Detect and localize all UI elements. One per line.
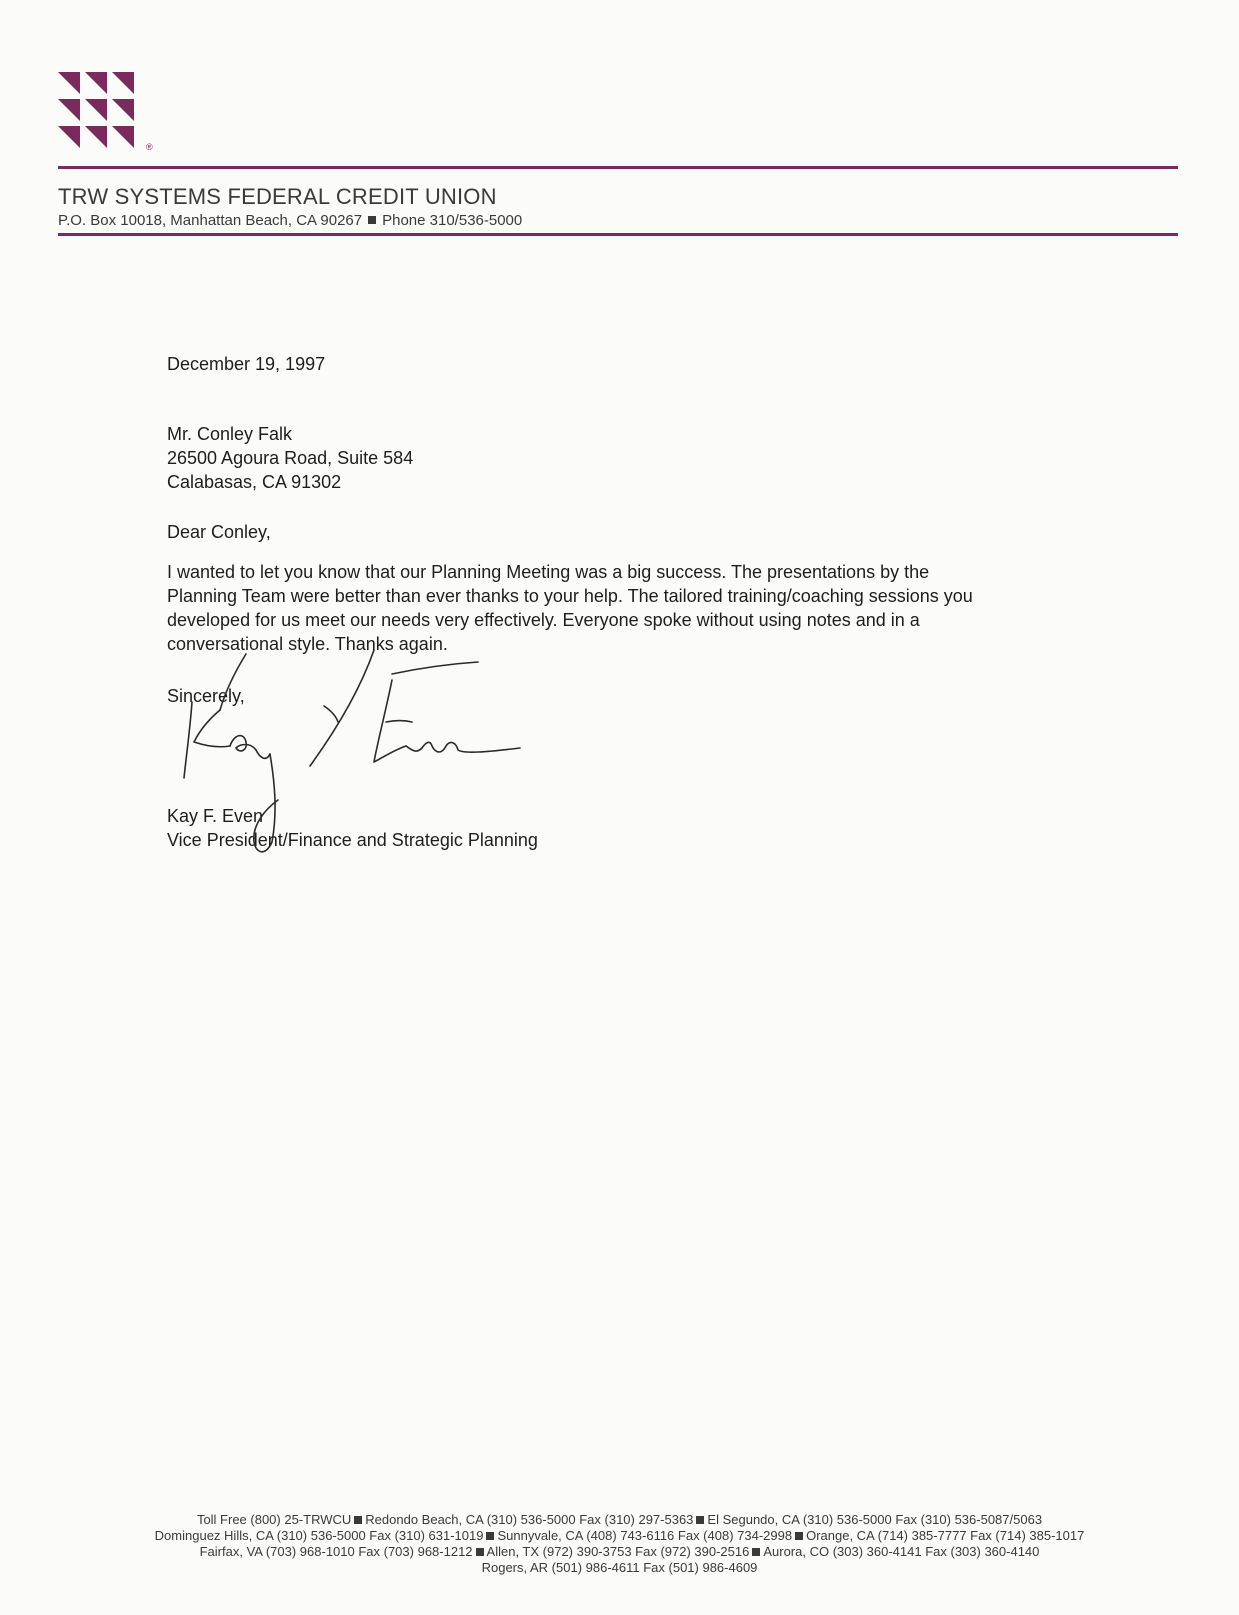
- recipient-name: Mr. Conley Falk: [167, 424, 293, 444]
- body-line: conversational style. Thanks again.: [167, 634, 448, 654]
- letter-date: December 19, 1997: [167, 354, 326, 374]
- bullet-square-icon: [476, 1548, 484, 1556]
- recipient-city: Calabasas, CA 91302: [167, 472, 342, 492]
- bullet-square-icon: [354, 1516, 362, 1524]
- bullet-square-icon: [752, 1548, 760, 1556]
- recipient-street: 26500 Agoura Road, Suite 584: [167, 448, 414, 468]
- footer-line: [0, 1544, 1239, 1560]
- footer-line: [0, 1560, 1239, 1576]
- footer-line: [0, 1528, 1239, 1544]
- bullet-square-icon: [795, 1532, 803, 1540]
- bullet-square-icon: [368, 216, 376, 224]
- org-contact: [58, 212, 522, 229]
- letterhead-bottom-rule: [58, 233, 1178, 236]
- footer-entry: Sunnyvale, CA (408) 743-6116 Fax (408) 734-2998: [497, 1528, 793, 1543]
- footer-entry: Toll Free (800) 25-TRWCU: [196, 1512, 352, 1527]
- recipient-address: [167, 422, 413, 494]
- footer-entry: El Segundo, CA (310) 536-5000 Fax (310) 536-5087/5063: [707, 1512, 1043, 1527]
- footer-entry: Allen, TX (972) 390-3753 Fax (972) 390-2516: [486, 1544, 750, 1559]
- handwritten-signature: [160, 650, 560, 890]
- sender-name: Kay F. Even: [167, 806, 264, 826]
- bullet-square-icon: [486, 1532, 494, 1540]
- svg-text:®: ®: [146, 142, 153, 152]
- triangle-mosaic-logo-icon: [58, 72, 158, 164]
- footer-entry: Rogers, AR (501) 986-4611 Fax (501) 986-4609: [481, 1560, 758, 1575]
- sender-title: Vice President/Finance and Strategic Planning: [167, 830, 538, 850]
- footer-entry: Orange, CA (714) 385-7777 Fax (714) 385-1017: [806, 1528, 1085, 1543]
- footer-branches: [0, 1512, 1239, 1576]
- footer-entry: Fairfax, VA (703) 968-1010 Fax (703) 968-1212: [199, 1544, 473, 1559]
- footer-entry: Dominguez Hills, CA (310) 536-5000 Fax (310) 631-1019: [154, 1528, 484, 1543]
- letterhead-top-rule: [58, 166, 1178, 169]
- salutation: Dear Conley,: [167, 522, 271, 542]
- body-line: I wanted to let you know that our Planning Meeting was a big success. The presentations by the: [167, 562, 930, 582]
- footer-entry: Aurora, CO (303) 360-4141 Fax (303) 360-4140: [763, 1544, 1040, 1559]
- org-address: P.O. Box 10018, Manhattan Beach, CA 90267: [58, 212, 363, 229]
- org-phone: Phone 310/536-5000: [382, 212, 523, 229]
- closing: Sincerely,: [167, 686, 245, 706]
- footer-entry: Redondo Beach, CA (310) 536-5000 Fax (310) 297-5363: [365, 1512, 694, 1527]
- org-name: TRW SYSTEMS FEDERAL CREDIT UNION: [58, 184, 497, 209]
- body-line: Planning Team were better than ever thanks to your help. The tailored training/coaching sessions you: [167, 586, 973, 606]
- footer-line: [0, 1512, 1239, 1528]
- body-line: developed for us meet our needs very effectively. Everyone spoke without using notes and in a: [167, 610, 920, 630]
- bullet-square-icon: [696, 1516, 704, 1524]
- letter-body: [167, 560, 973, 656]
